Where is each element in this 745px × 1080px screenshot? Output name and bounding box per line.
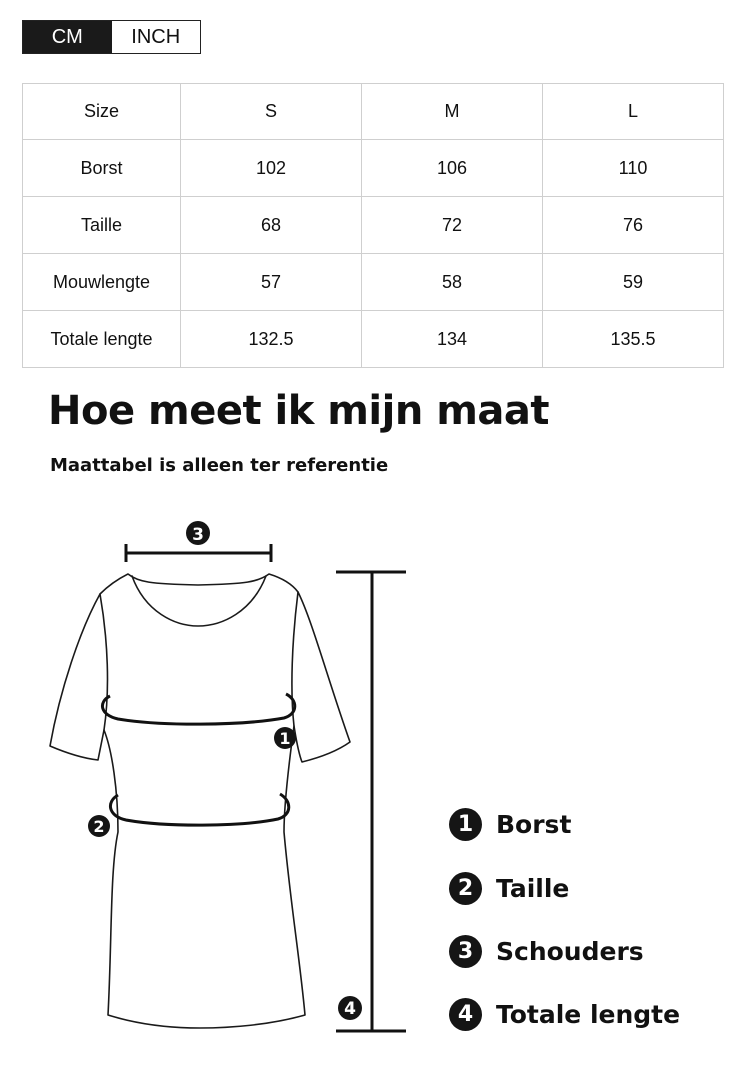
table-cell: 106: [362, 140, 543, 197]
marker-3: [186, 521, 210, 545]
table-cell: 135.5: [543, 311, 724, 368]
legend-label: Totale lengte: [496, 1000, 681, 1029]
table-cell: 134: [362, 311, 543, 368]
guide-subtitle: Maattabel is alleen ter referentie: [50, 455, 389, 476]
row-label: Borst: [23, 140, 181, 197]
row-label: Taille: [23, 197, 181, 254]
table-header-cell: M: [362, 84, 543, 140]
legend-item: [449, 808, 571, 841]
table-row: [23, 311, 724, 368]
table-header-cell: Size: [23, 84, 181, 140]
waist-measure-line: [110, 794, 288, 825]
table-cell: 68: [181, 197, 362, 254]
number-1-icon: 1: [449, 808, 482, 841]
table-cell: 59: [543, 254, 724, 311]
guide-title: Hoe meet ik mijn maat: [48, 388, 550, 434]
table-header-cell: L: [543, 84, 724, 140]
table-cell: 57: [181, 254, 362, 311]
legend-item: [449, 935, 644, 968]
table-row: [23, 140, 724, 197]
legend-item: [449, 872, 569, 905]
number-2-icon: 2: [449, 872, 482, 905]
number-4-icon: 4: [449, 998, 482, 1031]
table-cell: 110: [543, 140, 724, 197]
chest-measure-line: [102, 694, 294, 724]
unit-inch-button[interactable]: INCH: [112, 21, 201, 53]
marker-4: [338, 996, 362, 1020]
legend-label: Taille: [496, 874, 570, 903]
row-label: Totale lengte: [23, 311, 181, 368]
marker-1-number: 1: [279, 729, 291, 748]
table-row: [23, 197, 724, 254]
marker-2-number: 2: [93, 817, 105, 836]
marker-3-number: 3: [192, 525, 204, 545]
table-cell: 132.5: [181, 311, 362, 368]
dress-measurement-diagram: [0, 500, 745, 1060]
table-cell: 102: [181, 140, 362, 197]
marker-4-number: 4: [344, 999, 356, 1019]
unit-toggle: [22, 20, 201, 54]
legend-label: Schouders: [496, 937, 644, 966]
table-cell: 72: [362, 197, 543, 254]
table-header-cell: S: [181, 84, 362, 140]
marker-1: [274, 727, 296, 749]
unit-cm-button[interactable]: CM: [23, 21, 112, 53]
marker-2: [88, 815, 110, 837]
table-row: [23, 254, 724, 311]
table-header-row: [23, 84, 724, 140]
size-table: [22, 83, 724, 368]
number-3-icon: 3: [449, 935, 482, 968]
table-cell: 76: [543, 197, 724, 254]
table-cell: 58: [362, 254, 543, 311]
row-label: Mouwlengte: [23, 254, 181, 311]
legend-label: Borst: [496, 810, 572, 839]
dress-outline: [50, 574, 350, 1028]
legend-item: [449, 998, 680, 1031]
neckline: [132, 576, 266, 626]
